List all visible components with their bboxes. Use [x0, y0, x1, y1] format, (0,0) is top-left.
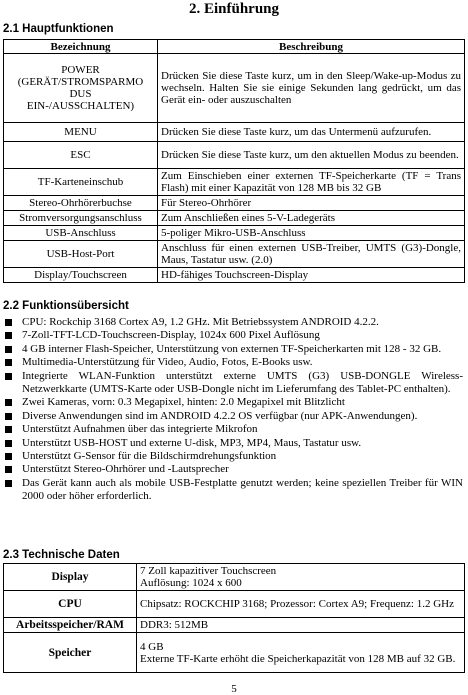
square-bullet-icon — [5, 346, 12, 353]
list-item — [3, 410, 463, 423]
section-heading-technische-daten: 2.3 Technische Daten — [3, 549, 120, 561]
cell-description: DDR3: 512MB — [137, 618, 465, 633]
cell-description: Für Stereo-Ohrhörer — [158, 196, 465, 211]
list-item — [3, 463, 463, 476]
cell-name: Arbeitsspeicher/RAM — [4, 618, 137, 633]
table-row — [4, 591, 465, 618]
cell-name: POWER (GERÄT/STROMSPARMO DUS EIN-/AUSSCHALTEN) — [4, 54, 158, 123]
list-item-text: CPU: Rockchip 3168 Cortex A9, 1.2 GHz. Mit Betriebssystem ANDROID 4.2.2. — [22, 316, 379, 328]
cell-name: Speicher — [4, 633, 137, 673]
section-heading-funktionsuebersicht: 2.2 Funktionsübersicht — [3, 300, 129, 312]
technical-data-table — [3, 563, 465, 673]
table-row — [4, 226, 465, 241]
cell-name: Display — [4, 564, 137, 591]
page-number: 5 — [231, 683, 237, 695]
square-bullet-icon — [5, 332, 12, 339]
list-item-text: 7-Zoll-TFT-LCD-Touchscreen-Display, 1024x 600 Pixel Auflösung — [22, 329, 320, 342]
cell-description: Drücken Sie diese Taste kurz, um in den Sleep/Wake-up-Modus zu wechseln. Halten Sie sie einige Sekunden lang gedrückt, um das Gerät ein- oder auszuschalten — [158, 54, 465, 123]
table-row — [4, 564, 465, 591]
cell-description: Drücken Sie diese Taste kurz, um den aktuellen Modus zu beenden. — [158, 142, 465, 169]
list-item — [3, 329, 463, 342]
list-item — [3, 316, 463, 329]
table-row — [4, 241, 465, 268]
list-item-text: Unterstützt Aufnahmen über das integrierte Mikrofon — [22, 423, 258, 436]
list-item — [3, 477, 463, 504]
square-bullet-icon — [5, 413, 12, 420]
list-item-text: Unterstützt G-Sensor für die Bildschirmdrehungsfunktion — [22, 450, 277, 463]
square-bullet-icon — [5, 453, 12, 460]
table-row — [4, 169, 465, 196]
list-item — [3, 356, 463, 369]
list-item — [3, 343, 463, 356]
cell-name: CPU — [4, 591, 137, 618]
table-row — [4, 123, 465, 142]
table-row — [4, 618, 465, 633]
cell-description: 5-poliger Mikro-USB-Anschluss — [158, 226, 465, 241]
cell-name: Display/Touchscreen — [4, 268, 158, 283]
cell-description: Drücken Sie diese Taste kurz, um das Untermenü aufzurufen. — [158, 123, 465, 142]
square-bullet-icon — [5, 440, 12, 447]
cell-description: Zum Anschließen eines 5-V-Ladegeräts — [158, 211, 465, 226]
cell-name: Stereo-Ohrhörerbuchse — [4, 196, 158, 211]
table-row — [4, 196, 465, 211]
column-header-name: Bezeichnung — [4, 40, 158, 54]
square-bullet-icon — [5, 373, 12, 380]
cell-description: Anschluss für einen externen USB-Treiber, UMTS (G3)-Dongle, Maus, Tastatur usw. (2.0) — [158, 241, 465, 268]
column-header-description: Beschreibung — [158, 40, 465, 54]
list-item-text: Diverse Anwendungen sind im ANDROID 4.2.2 OS verfügbar (nur APK-Anwendungen). — [22, 409, 418, 422]
cell-name: ESC — [4, 142, 158, 169]
list-item-text: 4 GB interner Flash-Speicher, Unterstützung von externen TF-Speicherkarten mit 128 - 32 GB. — [22, 342, 442, 355]
list-item — [3, 396, 463, 409]
cell-name: USB-Anschluss — [4, 226, 158, 241]
table-row — [4, 142, 465, 169]
cell-name: MENU — [4, 123, 158, 142]
list-item — [3, 437, 463, 450]
table-row — [4, 211, 465, 226]
square-bullet-icon — [5, 466, 12, 473]
list-item-text: Das Gerät kann auch als mobile USB-Festplatte genutzt werden; keine speziellen Treiber für WIN 2000 oder höher erforderlich. — [22, 476, 463, 503]
list-item — [3, 450, 463, 463]
square-bullet-icon — [5, 426, 12, 433]
square-bullet-icon — [5, 399, 12, 406]
cell-description: Zum Einschieben einer externen TF-Speicherkarte (TF = Trans Flash) mit einer Kapazität von 128 MB bis 32 GB — [158, 169, 465, 196]
cell-description: 4 GB Externe TF-Karte erhöht die Speicherkapazität von 128 MB auf 32 GB. — [137, 633, 465, 673]
list-item-text: Multimedia-Unterstützung für Video, Audio, Fotos, E-Books usw. — [22, 356, 313, 369]
cell-name: Stromversorgungsanschluss — [4, 211, 158, 226]
list-item-text: Integrierte WLAN-Funktion unterstützt externe UMTS (G3) USB-DONGLE Wireless-Netzwerkkarte (UMTS-Karte oder USB-Dongle nicht im Lieferumfang des Tablet-PC enthalten). — [22, 369, 463, 396]
square-bullet-icon — [5, 480, 12, 487]
table-row — [4, 54, 465, 123]
list-item-text: Unterstützt Stereo-Ohrhörer und -Lautsprecher — [22, 463, 229, 476]
main-functions-table — [3, 39, 465, 283]
page-title: 2. Einführung — [188, 1, 280, 17]
list-item — [3, 423, 463, 436]
square-bullet-icon — [5, 359, 12, 366]
cell-description: 7 Zoll kapazitiver Touchscreen Auflösung: 1024 x 600 — [137, 564, 465, 591]
table-row — [4, 633, 465, 673]
list-item-text: Zwei Kameras, vorn: 0.3 Megapixel, hinten: 2.0 Megapixel mit Blitzlicht — [22, 396, 345, 409]
cell-description: HD-fähiges Touchscreen-Display — [158, 268, 465, 283]
cell-name: USB-Host-Port — [4, 241, 158, 268]
list-item — [3, 370, 463, 397]
cell-description: Chipsatz: ROCKCHIP 3168; Prozessor: Cortex A9; Frequenz: 1.2 GHz — [137, 591, 465, 618]
section-heading-hauptfunktionen: 2.1 Hauptfunktionen — [3, 23, 114, 35]
list-item-text: Unterstützt USB-HOST und externe U-disk, MP3, MP4, Maus, Tastatur usw. — [22, 436, 362, 449]
table-header-row — [4, 40, 465, 54]
cell-name: TF-Karteneinschub — [4, 169, 158, 196]
square-bullet-icon — [5, 319, 12, 326]
table-row — [4, 268, 465, 283]
feature-list — [3, 316, 463, 504]
